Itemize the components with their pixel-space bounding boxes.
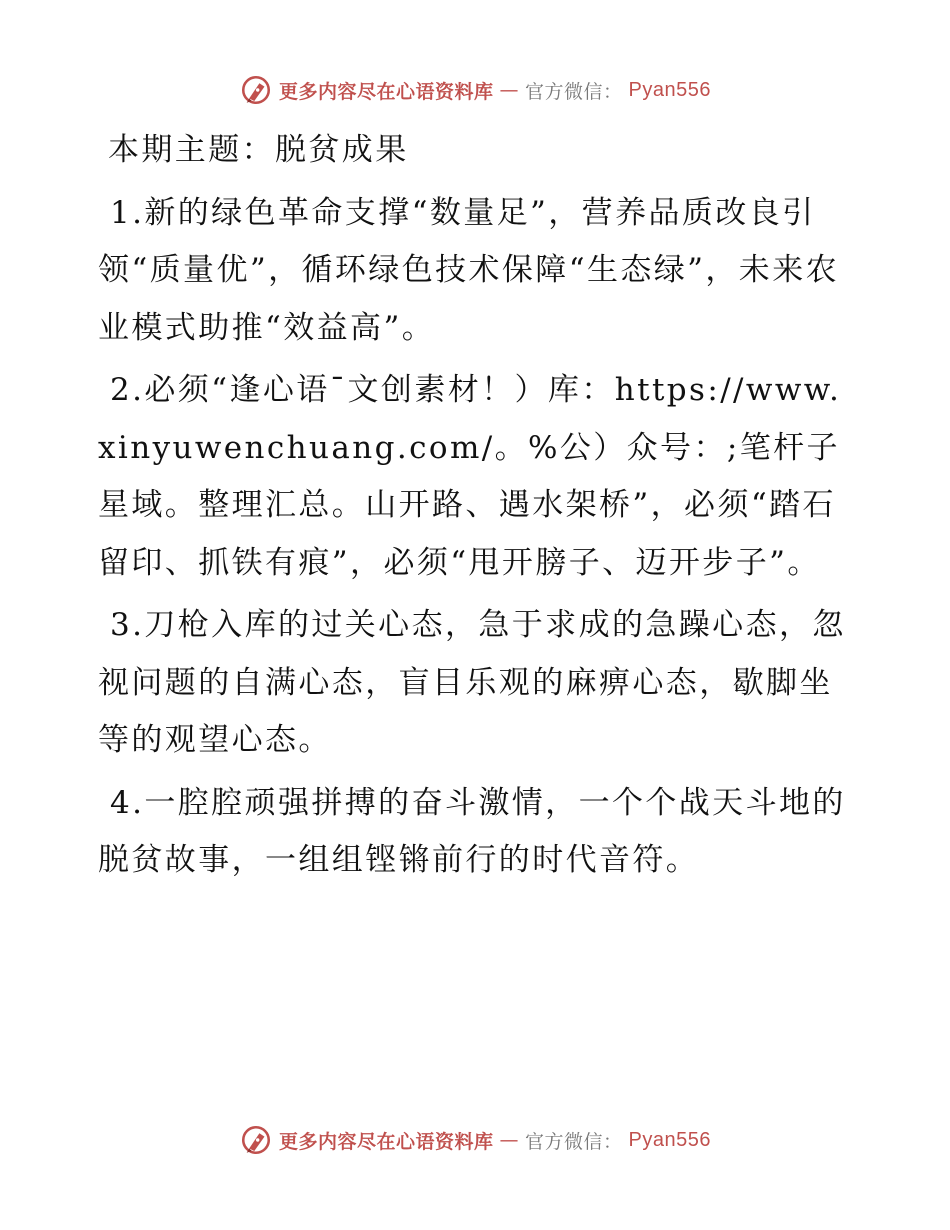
footer-watermark — [0, 1118, 950, 1162]
pen-nib-logo-icon — [239, 73, 273, 107]
paragraph-4: 4.一腔腔顽强拼搏的奋斗激情，一个个战天斗地的脱贫故事，一组组铿锵前行的时代音符。 — [98, 784, 846, 878]
watermark-label: 官方微信： — [525, 80, 623, 103]
watermark-main-text: 更多内容尽在心语资料库 — [279, 1130, 494, 1153]
watermark-main-text: 更多内容尽在心语资料库 — [279, 80, 494, 103]
paragraph-2: 2.必须“逢心语¯文创素材！）库：https://www.xinyuwenchuang.com/。%公）众号：;笔杆子星域。整理汇总。山开路、遇水架桥”，必须“踏石留印、抓铁有痕”，必须“甩开膀子、迈开步子”。 — [98, 372, 842, 581]
pen-nib-logo-icon — [239, 1123, 273, 1157]
watermark-wechat-id: Pyan556 — [628, 1128, 711, 1151]
document-body — [98, 122, 858, 895]
watermark-wechat-id: Pyan556 — [628, 78, 711, 101]
document-heading: 本期主题：脱贫成果 — [108, 132, 409, 168]
paragraph-1: 1.新的绿色革命支撑“数量足”，营养品质改良引领“质量优”，循环绿色技术保障“生态绿”，未来农业模式助推“效益高”。 — [98, 194, 839, 346]
paragraph-3: 3.刀枪入库的过关心态，急于求成的急躁心态，忽视问题的自满心态，盲目乐观的麻痹心态，歇脚坐等的观望心态。 — [98, 607, 846, 758]
header-watermark — [0, 68, 950, 112]
watermark-dash: — — [499, 1129, 520, 1151]
watermark-dash: — — [499, 79, 520, 101]
watermark-label: 官方微信： — [525, 1130, 623, 1153]
